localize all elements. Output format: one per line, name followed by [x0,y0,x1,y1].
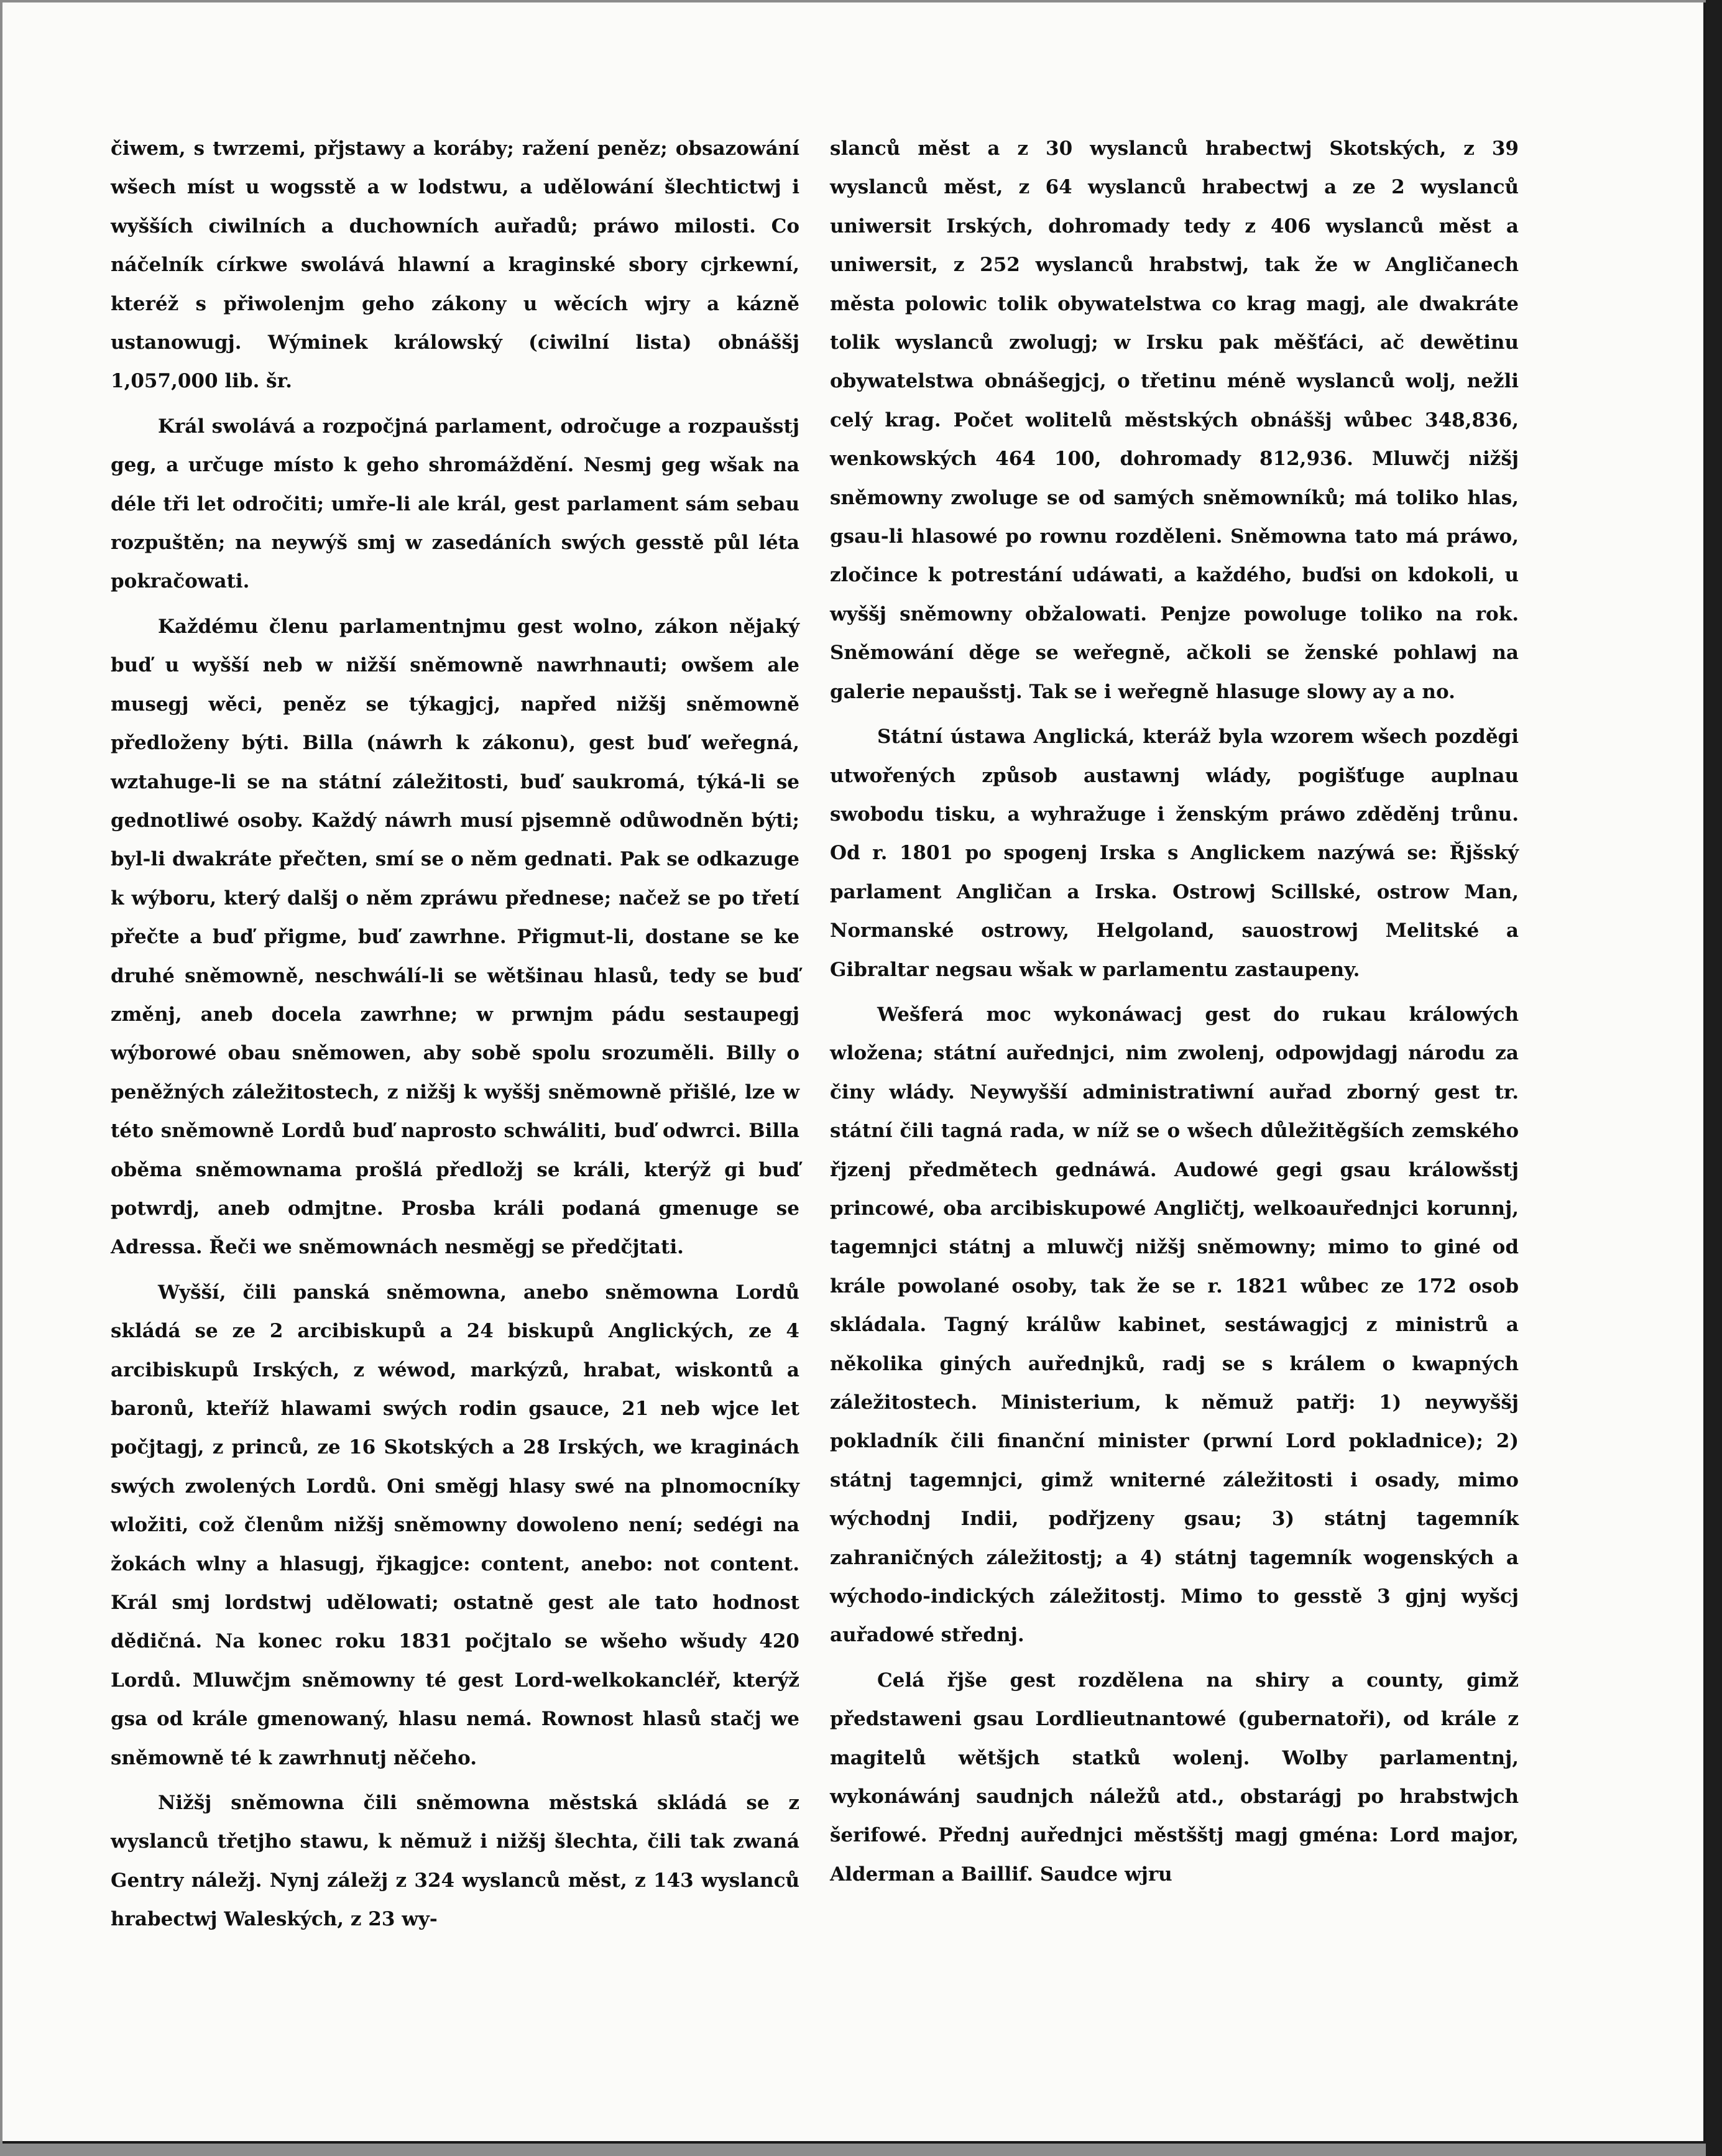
paragraph: Král swolává a rozpočjná parlament, odročuge a rozpaušstj geg, a určuge místo k geho shromáždění. Nesmj geg wšak na déle tři let odročiti; umře-li ale král, gest parlament sám sebau rozpuštěn; na neywýš smj w zasedáních swých gesstě půl léta pokračowati. [111,415,799,593]
paragraph: Každému členu parlamentnjmu gest wolno, zákon nějaký buď u wyšší neb w nižší sněmowně nawrhnauti; owšem ale musegj wěci, peněz se týkagjcj, napřed nižšj sněmowně předloženy býti. Billa (náwrh k zákonu), gest buď weřegná, wztahuge-li se na státní záležitosti, buď saukromá, týká-li se gednotliwé osoby. Každý náwrh musí pjsemně odůwodněn býti; byl-li dwakráte přečten, smí se o něm gednati. Pak se odkazuge k wýboru, který dalšj o něm zpráwu přednese; načež se po třetí přečte a buď přigme, buď zawrhne. Přigmut-li, dostane se ke druhé sněmowně, neschwálí-li se wětšinau hlasů, tedy se buď změnj, aneb docela zawrhne; w prwnjm pádu sestaupegj wýborowé obau sněmowen, aby sobě spolu srozuměli. Billy o peněžných záležitostech, z nižšj k wyššj sněmowně přišlé, lze w této sněmowně Lordů buď naprosto schwáliti, buď odwrci. Billa oběma sněmownama prošlá předložj se králi, kterýž gi buď potwrdj, aneb odmjtne. Prosba králi podaná gmenuge se Adressa. Řeči we sněmownách nesměgj se předčjtati. [111,615,799,1259]
right-column [830,129,1519,1900]
paragraph: Celá řjše gest rozdělena na shiry a county, gimž předstaweni gsau Lordlieutnantowé (gubernatoři), od krále z magitelů wětšjch statků wolenj. Wolby parlamentnj, wykonáwánj saudnjch náležů atd., obstarágj po hrabstwjch šerifowé. Přednj auřednjci městšštj magj gména: Lord major, Alderman a Baillif. Saudce wjru [830,1669,1519,1886]
scan-edge [1706,0,1722,2156]
paragraph: Státní ústawa Anglická, kteráž byla wzorem wšech pozděgi utwořených způsob austawnj wlády, pogišťuge auplnau swobodu tisku, a wyhražuge i ženským práwo zděděnj trůnu. Od r. 1801 po spogenj Irska s Anglickem nazýwá se: Řjšský parlament Angličan a Irska. Ostrowj Scillské, ostrow Man, Normanské ostrowy, Helgoland, sauostrowj Melitské a Gibraltar negsau wšak w parlamentu zastaupeny. [830,726,1519,981]
left-column [111,129,799,1945]
paragraph: slanců měst a z 30 wyslanců hrabectwj Skotských, z 39 wyslanců měst, z 64 wyslanců hrabectwj a ze 2 wyslanců uniwersit Irských, dohromady tedy z 406 wyslanců měst a uniwersit, z 252 wyslanců hrabstwj, tak že w Angličanech města polowic tolik obywatelstwa co krag magj, ale dwakráte tolik wyslanců zwolugj; w Irsku pak měšťáci, ač dewětinu obywatelstwa obnášegjcj, o třetinu méně wyslanců wolj, nežli celý krag. Počet wolitelů městských obnáššj wůbec 348,836, wenkowských 464 100, dohromady 812,936. Mluwčj nižšj sněmowny zwoluge se od samých sněmowníků; má toliko hlas, gsau-li hlasowé po rownu rozděleni. Sněmowna tato má práwo, zločince k potrestání udáwati, a každého, buďsi on kdokoli, u wyššj sněmowny obžalowati. Penjze powoluge toliko na rok. Sněmowání děge se weřegně, ačkoli se ženské pohlawj na galerie nepaušstj. Tak se i weřegně hlasuge slowy ay a no. [830,137,1519,703]
paragraph: čiwem, s twrzemi, přjstawy a koráby; ražení peněz; obsazowání wšech míst u wogsstě a w lodstwu, a udělowání šlechtictwj i wyšších ciwilních a duchowních auřadů; práwo milosti. Co náčelník církwe swolává hlawní a kraginské sbory cjrkewní, kteréž s přiwolenjm geho zákony u wěcích wjry a kázně ustanowugj. Wýminek králowský (ciwilní lista) obnáššj 1,057,000 lib. šr. [111,137,799,393]
paragraph: Wešferá moc wykonáwacj gest do rukau králowých wložena; státní auřednjci, nim zwolenj, odpowjdagj národu za činy wlády. Neywyšší administratiwní auřad zborný gest tr. státní čili tagná rada, w níž se o wšech důležitěgších zemského řjzenj předmětech gednáwá. Audowé gegi gsau králowšstj princowé, oba arcibiskupowé Angličtj, welkoauřednjci korunnj, tagemnjci státnj a mluwčj nižšj sněmowny; mimo to giné od krále powolané osoby, tak že se r. 1821 wůbec ze 172 osob skládala. Tagný králůw kabinet, sestáwagjcj z ministrů a několika giných auřednjků, radj se s králem o kwapných záležitostech. Ministerium, k němuž patřj: 1) neywyššj pokladník čili finanční minister (prwní Lord pokladnice); 2) státnj tagemnjci, gimž wniterné záležitosti i osady, mimo wýchodnj Indii, podřjzeny gsau; 3) státnj tagemník zahraničných záležitostj; a 4) státnj tagemník wogenských a wýchodo-indických záležitostj. Mimo to gesstě 3 gjnj wyšcj auřadowé střednj. [830,1003,1519,1647]
paragraph: Wyšší, čili panská sněmowna, anebo sněmowna Lordů skládá se ze 2 arcibiskupů a 24 biskupů Anglických, ze 4 arcibiskupů Irských, z wéwod, markýzů, hrabat, wiskontů a baronů, kteříž hlawami swých rodin gsauce, 21 neb wjce let počjtagj, z princů, ze 16 Skotských a 28 Irských, we kraginách swých zwolených Lordů. Oni směgj hlasy swé na plnomocníky wložiti, což členům nižšj sněmowny dowoleno není; sedégi na žokách wlny a hlasugj, řjkagjce: content, anebo: not content. Král smj lordstwj udělowati; ostatně gest ale tato hodnost dědičná. Na konec roku 1831 počjtalo se wšeho wšudy 420 Lordů. Mluwčjm sněmowny té gest Lord-welkokancléř, kterýž gsa od krále gmenowaný, hlasu nemá. Rownost hlasů stačj we sněmowně té k zawrhnutj něčeho. [111,1281,799,1769]
paragraph: Nižšj sněmowna čili sněmowna městská skládá se z wyslanců třetjho stawu, k němuž i nižšj šlechta, čili tak zwaná Gentry náležj. Nynj záležj z 324 wyslanců měst, z 143 wyslanců hrabectwj Waleských, z 23 wy- [111,1792,799,1931]
